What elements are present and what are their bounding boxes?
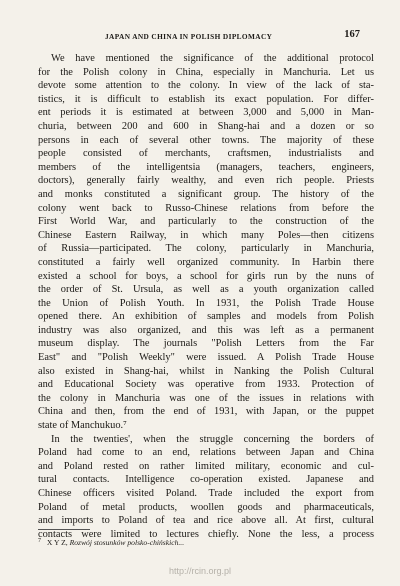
text-line: contacts were limited to lectures chiefly. None the less, a process xyxy=(38,528,374,540)
text-line: First World War, and particularly to the construction of the xyxy=(38,216,374,228)
text-line: We have mentioned the significance of the additional protocol xyxy=(51,53,374,64)
text-line: and Educational Society was operative from 1933. Protection of xyxy=(38,379,374,391)
text-line: churia, between 200 and 600 in Shang-hai and a dozen or so xyxy=(38,120,374,132)
text-line: Chinese officers visited Poland. Trade included the export from xyxy=(38,488,374,499)
text-line: the colony in Manchuria was one of the issues in relations with xyxy=(38,392,374,404)
text-line: state of Manchukuo.⁷ xyxy=(38,420,127,432)
text-line: In the twenties', when the struggle concerning the borders of xyxy=(51,433,374,445)
text-line: colony went back to Russo-Chinese relations from before the xyxy=(38,202,374,214)
footnote-author: X Y Z, xyxy=(46,538,68,547)
body-text xyxy=(38,52,374,541)
text-line: members of the intelligentsia (managers, teachers, engineers, xyxy=(38,161,374,173)
running-head xyxy=(40,30,360,44)
footnote-title: Rozwój stosunków polsko-chińskich... xyxy=(69,538,185,547)
footnote-divider xyxy=(38,529,90,530)
text-line: for the Polish colony in China, especially in Manchuria. Let us xyxy=(38,66,374,78)
text-line: the order of St. Ursula, as well as a youth organization called xyxy=(38,284,374,296)
text-line: tural contacts. Intelligence co-operation existed. Japanese and xyxy=(38,474,374,486)
text-line: devote some attention to the colony. In view of the lack of sta- xyxy=(38,80,374,92)
text-line: and imports to Poland of tea and rice above all. At first, cultural xyxy=(38,515,374,527)
text-line: East" and "Polish Weekly" were issued. A Polish Trade House xyxy=(38,352,374,364)
text-line: and Poland rested on rather limited military, economic and cul- xyxy=(38,460,374,472)
text-line: industry was also organized, and this was left as a permanent xyxy=(38,324,374,336)
text-line: also existed in Shang-hai, whilst in Nanking the Polish Cultural xyxy=(38,365,374,377)
watermark-url: http://rcin.org.pl xyxy=(168,566,232,576)
text-line: ent periods it is estimated at between 3,000 and 5,000 in Man- xyxy=(38,107,374,119)
text-line: people consisted of merchants, craftsmen, industrialists and xyxy=(38,148,374,160)
text-line: the Union of Polish Youth. In 1931, the Polish Trade House xyxy=(38,297,374,309)
text-line: China and then, from the end of 1931, with Japan, or the puppet xyxy=(38,406,374,418)
text-line: of Russia—participated. The colony, particularly in Manchuria, xyxy=(38,243,374,255)
text-line: Chinese Eastern Railway, in which many Poles—then citizens xyxy=(38,229,374,241)
running-title: JAPAN AND CHINA IN POLISH DIPLOMACY xyxy=(105,32,273,41)
text-line: museum display. The journals "Polish Letters from the Far xyxy=(38,338,374,350)
text-line: persons in each of several other towns. The majority of these xyxy=(38,134,374,146)
text-line: Poland had come to an end, relations between Japan and China xyxy=(38,447,374,459)
text-line: constituted a fairly well organized community. In Harbin there xyxy=(38,256,374,268)
text-line: existed a school for boys, a school for girls run by the nuns of xyxy=(38,270,374,282)
footnote xyxy=(38,538,184,547)
footnote-marker: 7 xyxy=(38,538,41,544)
text-line: tistics, it is difficult to establish its exact population. For differ- xyxy=(38,93,374,105)
text-line: opened there. An exhibition of samples and models from Polish xyxy=(38,311,374,323)
text-line: Poland of metal products, woollen goods and pharmaceuticals, xyxy=(38,501,374,513)
text-line: doctors), generally fairly wealthy, and even rich people. Priests xyxy=(38,175,374,187)
page-number: 167 xyxy=(344,29,360,40)
text-line: and monks constituted a significant group. The history of the xyxy=(38,188,374,200)
